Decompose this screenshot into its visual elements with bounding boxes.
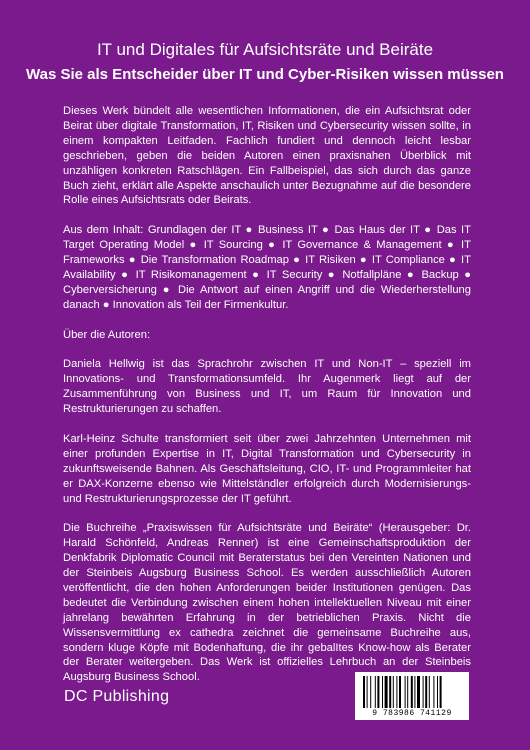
barcode-bar xyxy=(437,676,438,708)
barcode-bar xyxy=(375,676,376,708)
isbn-barcode xyxy=(355,672,469,720)
barcode-bar xyxy=(433,676,434,708)
barcode-bar xyxy=(407,676,408,708)
contents-paragraph: Aus dem Inhalt: Grundlagen der IT ● Business IT ● Das Haus der IT ● Das IT Target Operating Model ● IT Sourcing ● IT Governance & Management ● IT Frameworks ● Die Transformation Roadmap ● IT Risiken ● IT Compliance ● IT Availability ● IT Risikomanagement ● IT Security ● Notfallpläne ● Backup ● Cyberversicherung ● Die Antwort auf einen Angriff und die Wiederherstellung danach ● Innovation als Teil der Firmenkultur. xyxy=(63,224,471,311)
intro-paragraph: Dieses Werk bündelt alle wesentlichen Informationen, die ein Aufsichtsrat oder Beirat über digitale Transformation, IT, Risiken und Cybersecurity wissen sollte, in einem kompakten Leitfaden. Fachlich fundiert und dennoch leicht lesbar geschrieben, geben die beiden Autoren einen praxisnahen Überblick mit unzähligen konkreten Ratschlägen. Ein Fallbeispiel, das sich durch das ganze Buch zieht, erklärt alle Aspekte anschaulich unter Bezugnahme auf die besondere Rolle eines Aufsichtsrats oder Beirats. xyxy=(63,105,471,207)
barcode-bar xyxy=(363,676,365,708)
author-hellwig-paragraph: Daniela Hellwig ist das Sprachrohr zwischen IT und Non-IT – speziell im Innovations- und Transformationsumfeld. Ihr Augenmerk liegt auf der Zusammenführung von Business und IT, um Raum für Innovation und Restrukturierungen zu schaffen. xyxy=(63,358,471,416)
book-subtitle: Was Sie als Entscheider über IT und Cyber-Risiken wissen müssen xyxy=(26,66,504,83)
barcode-bar xyxy=(393,676,394,708)
barcode-bar xyxy=(423,676,424,708)
barcode-bar xyxy=(417,676,420,708)
barcode-bar xyxy=(370,676,371,708)
barcode-bar xyxy=(405,676,406,708)
barcode-bar xyxy=(389,676,391,708)
publisher-name: DC Publishing xyxy=(64,688,170,705)
barcode-digits: 9 783986 741129 xyxy=(372,709,452,718)
authors-heading: Über die Autoren: xyxy=(63,328,151,341)
author-schulte-paragraph: Karl-Heinz Schulte transformiert seit über zwei Jahrzehnten Unternehmen mit einer profunden Expertise in IT, Digital Transformation und Cybersecurity in zukunftsweisende Bahnen. Als Geschäftsleitung, CIO, IT- und Programmleiter hat er DAX-Konzerne ebenso wie Mittelständler erfolgreich durch Modernisierungs- und Restrukturierungsprozesse der IT geführt. xyxy=(63,432,471,505)
blurb xyxy=(63,104,471,700)
barcode-bar xyxy=(396,676,397,708)
barcode-bar xyxy=(411,676,413,708)
barcode-bar xyxy=(399,676,401,708)
book-title: IT und Digitales für Aufsichtsräte und Beiräte xyxy=(96,40,434,59)
barcode-bar xyxy=(425,676,427,708)
barcode-bar xyxy=(367,676,368,708)
barcode-bar xyxy=(429,676,430,708)
series-paragraph: Die Buchreihe „Praxiswissen für Aufsichtsräte und Beiräte“ (Herausgeber: Dr. Harald Schönfeld, Andreas Renner) ist eine Gemeinschaftsproduktion der Denkfabrik Diplomatic Council mit Beraterstatus bei den Vereinten Nationen und der Steinbeis Augsburg Business School. Es werden ausschließlich Autoren veröffentlicht, die den hohen Anforderungen beider Institutionen genügen. Das bedeutet die Verbindung zwischen einem hohen intellektuellen Niveau mit einer jahrelang bewährten Erfahrung in der betrieblichen Praxis. Nicht die Wissensvermittlung ex cathedra zeichnet die gemeinsame Buchreihe aus, sondern kluge Köpfe mit Bodenhaftung, die ihr gebalItes Know-how als Berater der Berater weitergeben. Das Werk ist offizielles Lehrbuch an der Steinbeis Augsburg Business School. xyxy=(63,522,471,684)
barcode-bar xyxy=(382,676,383,708)
barcode-bars xyxy=(361,676,463,708)
barcode-bar xyxy=(385,676,388,708)
barcode-bar xyxy=(377,676,379,708)
barcode-bar xyxy=(440,676,442,708)
barcode-bar xyxy=(414,676,415,708)
